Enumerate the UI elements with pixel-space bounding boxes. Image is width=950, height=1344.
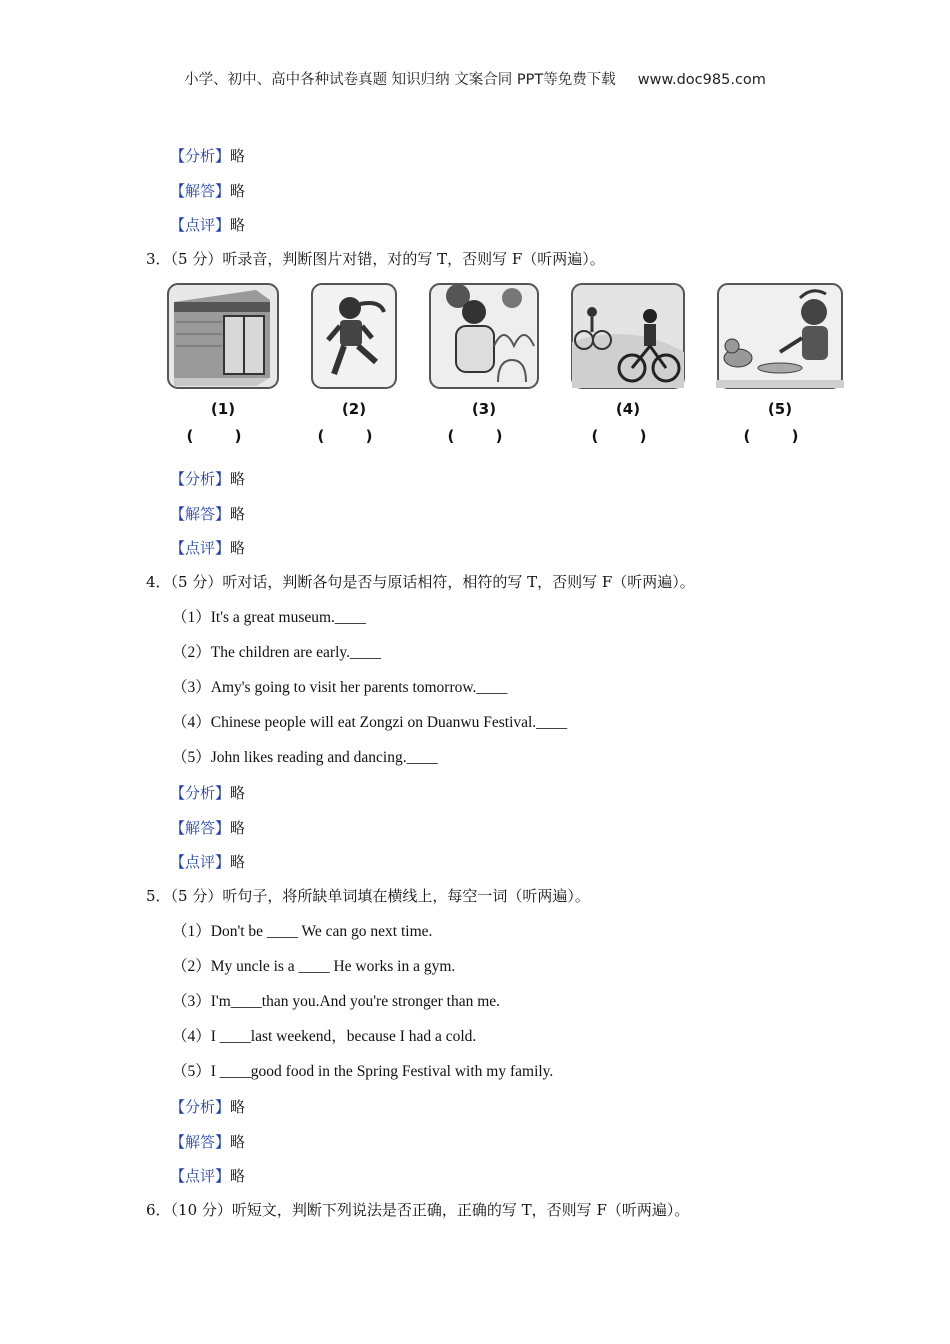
answer-line: 【解答】略 bbox=[170, 182, 246, 200]
picture-2 bbox=[310, 282, 398, 445]
header-site[interactable]: www.doc985.com bbox=[637, 72, 766, 88]
q4-item: （4）Chinese people will eat Zongzi on Duanwu Festival.____ bbox=[172, 714, 568, 731]
q4-item: （5）John likes reading and dancing.____ bbox=[172, 749, 438, 766]
answer-blank[interactable]: ( ) bbox=[186, 427, 260, 445]
answer-line: 【解答】略 bbox=[170, 1133, 246, 1151]
q4-item: （2）The children are early.____ bbox=[172, 644, 382, 661]
comment-line: 【点评】略 bbox=[170, 853, 246, 871]
picture-label: (1) bbox=[210, 400, 236, 418]
q5-item: （1）Don't be ____ We can go next time. bbox=[172, 923, 433, 940]
q4-item: （3）Amy's going to visit her parents tomorrow.____ bbox=[172, 679, 508, 696]
question-6: 6．（10 分）听短文，判断下列说法是否正确，正确的写 T，否则写 F（听两遍）。 bbox=[146, 1201, 690, 1219]
cycling-icon bbox=[570, 282, 686, 390]
q5-item: （4）I ____last weekend，because I had a cold. bbox=[172, 1028, 477, 1045]
building-picture-icon bbox=[166, 282, 280, 390]
picture-label: (2) bbox=[341, 400, 367, 418]
comment-line: 【点评】略 bbox=[170, 1167, 246, 1185]
picture-label: (3) bbox=[471, 400, 497, 418]
picture-3 bbox=[428, 282, 540, 445]
q4-item: （1）It's a great museum.____ bbox=[172, 609, 366, 626]
answer-blank[interactable]: ( ) bbox=[743, 427, 817, 445]
child-camera-icon bbox=[428, 282, 540, 390]
answer-blank[interactable]: ( ) bbox=[447, 427, 521, 445]
q5-item: （2）My uncle is a ____ He works in a gym. bbox=[172, 958, 456, 975]
q5-item: （5）I ____good food in the Spring Festival with my family. bbox=[172, 1063, 554, 1080]
answer-line: 【解答】略 bbox=[170, 819, 246, 837]
header-text: 小学、初中、高中各种试卷真题 知识归纳 文案合同 PPT等免费下载 bbox=[184, 72, 616, 88]
picture-4 bbox=[570, 282, 686, 445]
analysis-line: 【分析】略 bbox=[170, 1098, 246, 1116]
analysis-line: 【分析】略 bbox=[170, 470, 246, 488]
answer-blank[interactable]: ( ) bbox=[591, 427, 665, 445]
picture-label: (5) bbox=[767, 400, 793, 418]
comment-line: 【点评】略 bbox=[170, 539, 246, 557]
answer-line: 【解答】略 bbox=[170, 505, 246, 523]
question-3: 3．（5 分）听录音，判断图片对错，对的写 T，否则写 F（听两遍）。 bbox=[146, 250, 605, 268]
picture-row bbox=[166, 282, 846, 454]
picture-1 bbox=[166, 282, 280, 445]
question-5: 5．（5 分）听句子，将所缺单词填在横线上，每空一词（听两遍）。 bbox=[146, 887, 590, 905]
picture-5 bbox=[716, 282, 844, 445]
girl-cat-icon bbox=[716, 282, 844, 390]
answer-blank[interactable]: ( ) bbox=[317, 427, 391, 445]
page-header bbox=[0, 68, 950, 89]
comment-line: 【点评】略 bbox=[170, 216, 246, 234]
q5-item: （3）I'm____than you.And you're stronger than me. bbox=[172, 993, 501, 1010]
running-boy-icon bbox=[310, 282, 398, 390]
question-4: 4．（5 分）听对话，判断各句是否与原话相符，相符的写 T，否则写 F（听两遍）。 bbox=[146, 573, 695, 591]
analysis-line: 【分析】略 bbox=[170, 147, 246, 165]
analysis-line: 【分析】略 bbox=[170, 784, 246, 802]
picture-label: (4) bbox=[615, 400, 641, 418]
